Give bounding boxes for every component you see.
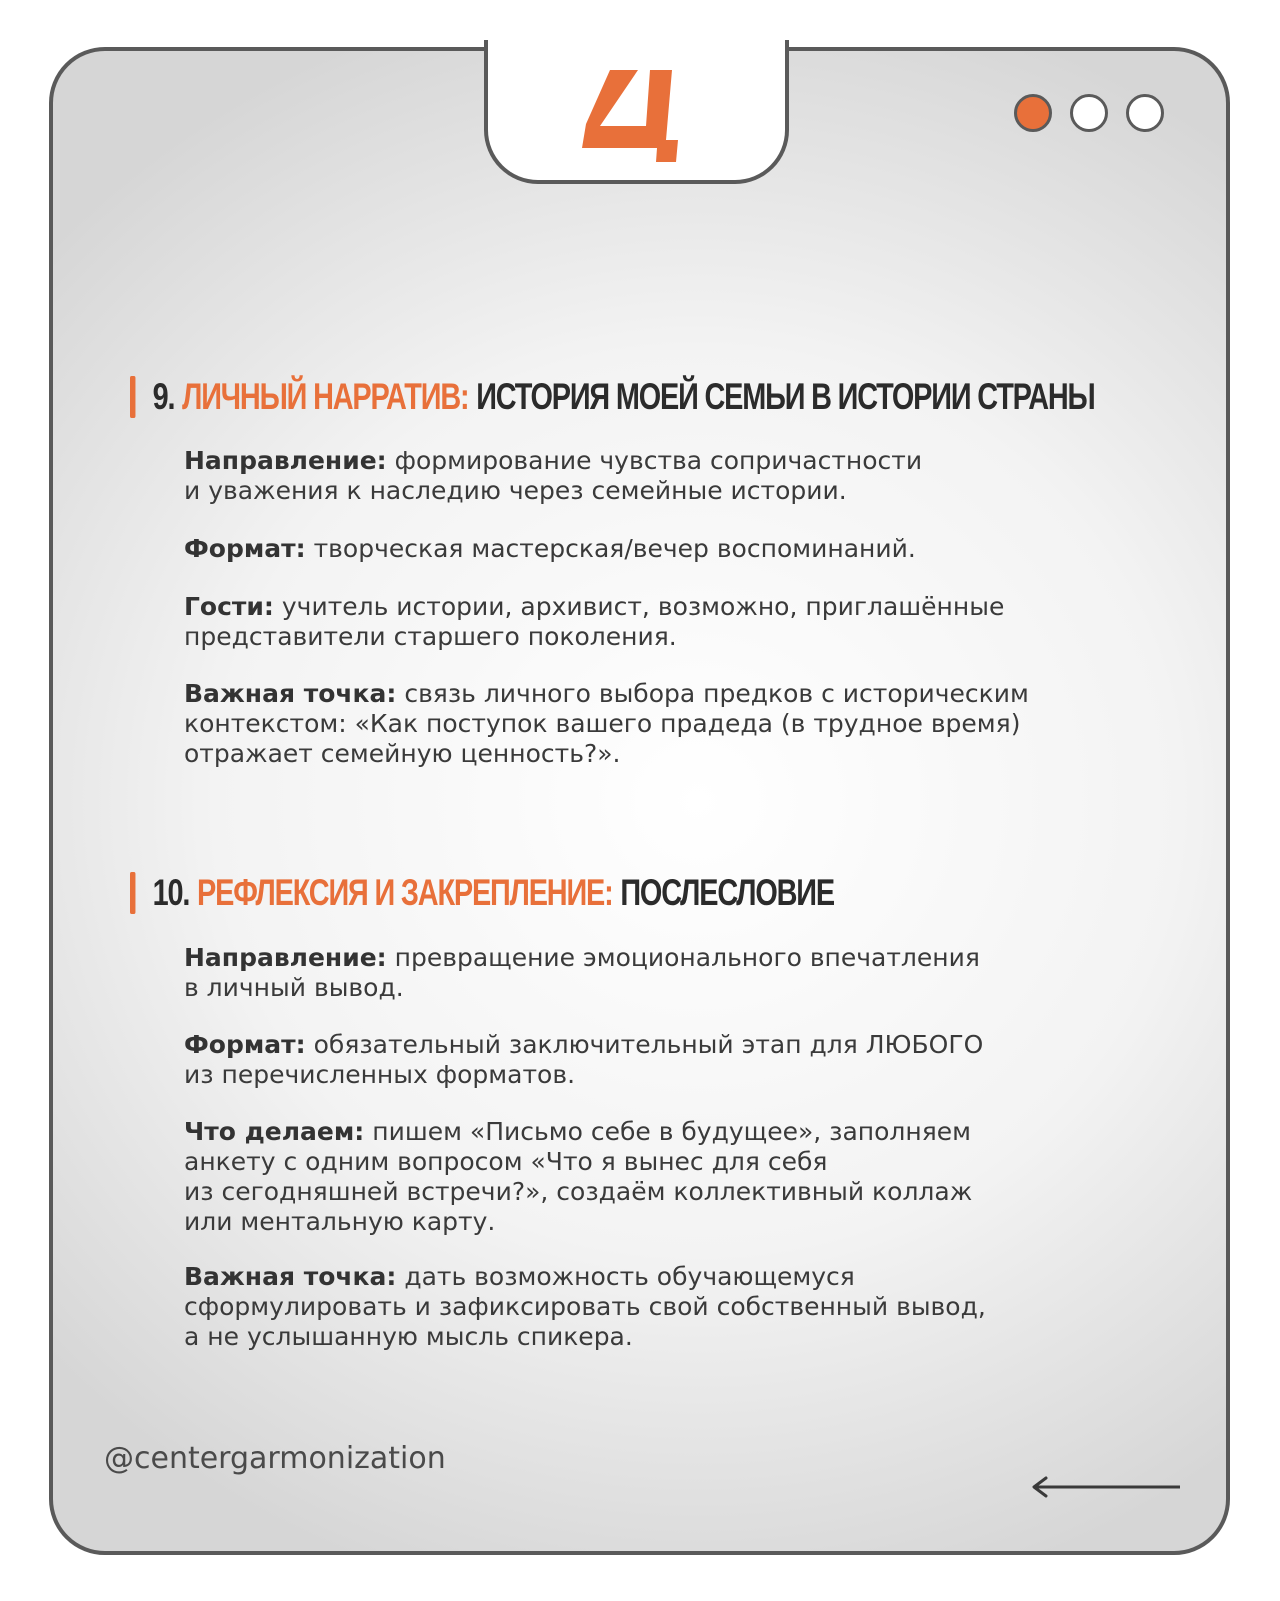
paragraph-what-we-do: Что делаем: пишем «Письмо себе в будущее», заполняем анкету с одним вопросом «Что я вынес для себя из сегодняшней встречи?», создаём коллективный коллаж или ментальную карту. [184, 1117, 973, 1236]
title-accent-bar [130, 376, 135, 418]
section-title-accent: РЕФЛЕКСИЯ И ЗАКРЕПЛЕНИЕ: [197, 872, 613, 913]
account-handle[interactable]: @centergarmonization [104, 1441, 446, 1476]
title-accent-bar [130, 872, 135, 914]
pagination-dot-1[interactable] [1014, 94, 1052, 132]
paragraph-direction: Направление: формирование чувства сопричастности и уважения к наследию через семейные истории. [184, 446, 923, 505]
paragraph-key-point: Важная точка: дать возможность обучающемуся сформулировать и зафиксировать свой собственный вывод, а не услышанную мысль спикера. [184, 1262, 986, 1351]
paragraph-direction: Направление: превращение эмоционального впечатления в личный вывод. [184, 943, 980, 1002]
paragraph-label: Направление: [184, 446, 387, 475]
paragraph-guests: Гости: учитель истории, архивист, возможно, приглашённые представители старшего поколения. [184, 592, 1005, 651]
paragraph-format: Формат: обязательный заключительный этап для ЛЮБОГО из перечисленных форматов. [184, 1030, 984, 1089]
section-title-rest: ПОСЛЕСЛОВИЕ [620, 872, 834, 913]
pagination-dots [1014, 94, 1164, 132]
paragraph-key-point: Важная точка: связь личного выбора предков с историческим контекстом: «Как поступок вашего прадеда (в трудное время) отражает семейную ценность?». [184, 679, 1029, 768]
paragraph-label: Направление: [184, 943, 387, 972]
paragraph-label: Важная точка: [184, 679, 397, 708]
pagination-dot-2[interactable] [1070, 94, 1108, 132]
section-title-9 [130, 376, 1095, 418]
section-title-accent: ЛИЧНЫЙ НАРРАТИВ: [182, 376, 469, 417]
paragraph-label: Формат: [184, 1030, 306, 1059]
paragraph-label: Что делаем: [184, 1117, 365, 1146]
section-title-10 [130, 872, 834, 914]
paragraph-label: Формат: [184, 534, 306, 563]
section-number: 9. [152, 376, 175, 417]
arrow-left-icon[interactable] [1030, 1476, 1182, 1498]
logo-icon [580, 68, 684, 164]
section-number: 10. [152, 872, 190, 913]
pagination-dot-3[interactable] [1126, 94, 1164, 132]
paragraph-label: Гости: [184, 592, 274, 621]
section-title-rest: ИСТОРИЯ МОЕЙ СЕМЬИ В ИСТОРИИ СТРАНЫ [476, 376, 1095, 417]
paragraph-label: Важная точка: [184, 1262, 397, 1291]
paragraph-format: Формат: творческая мастерская/вечер воспоминаний. [184, 534, 916, 563]
